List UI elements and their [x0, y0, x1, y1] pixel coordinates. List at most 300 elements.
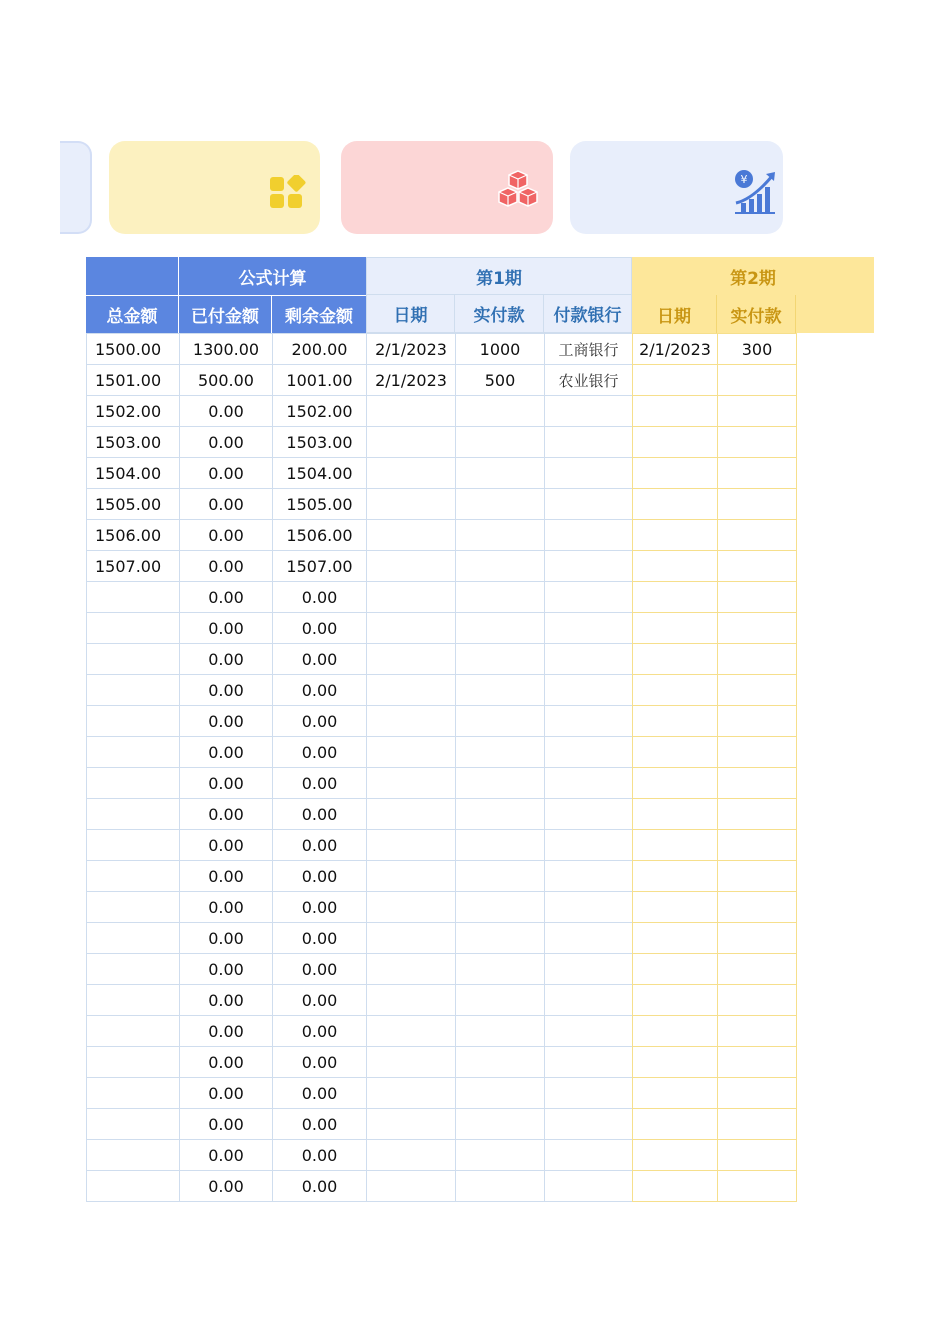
col-header-p2-date: 日期	[632, 295, 717, 333]
table-row	[633, 489, 797, 520]
total-amount-cell[interactable]	[87, 861, 180, 892]
table-row	[87, 520, 633, 551]
period1-amount-cell[interactable]	[456, 675, 545, 706]
paid-amount-cell[interactable]: 0.00	[180, 1047, 273, 1078]
period1-amount-cell[interactable]	[456, 489, 545, 520]
paid-amount-cell[interactable]: 0.00	[180, 489, 273, 520]
period2-date-cell[interactable]	[633, 1016, 718, 1047]
table-row	[87, 830, 633, 861]
period1-date-cell[interactable]	[367, 396, 456, 427]
total-amount-cell[interactable]	[87, 1140, 180, 1171]
period2-date-cell[interactable]	[633, 520, 718, 551]
summary-card-red	[341, 141, 553, 234]
data-table-period2	[632, 333, 797, 1202]
paid-amount-cell[interactable]: 0.00	[180, 675, 273, 706]
table-row	[87, 799, 633, 830]
total-amount-cell[interactable]	[87, 923, 180, 954]
table-row	[87, 1016, 633, 1047]
paid-amount-cell[interactable]: 0.00	[180, 520, 273, 551]
total-amount-cell[interactable]	[87, 1109, 180, 1140]
period1-bank-cell[interactable]	[545, 799, 633, 830]
period1-date-cell[interactable]	[367, 551, 456, 582]
table-row	[87, 1171, 633, 1202]
period1-amount-cell[interactable]	[456, 613, 545, 644]
total-amount-cell[interactable]	[87, 706, 180, 737]
period2-date-cell[interactable]	[633, 861, 718, 892]
paid-amount-cell[interactable]: 0.00	[180, 427, 273, 458]
period2-amount-cell[interactable]	[718, 923, 797, 954]
paid-amount-cell[interactable]: 0.00	[180, 861, 273, 892]
period2-amount-cell[interactable]	[718, 458, 797, 489]
period2-date-cell[interactable]	[633, 489, 718, 520]
remaining-amount-cell[interactable]: 1503.00	[273, 427, 367, 458]
header-group-period2: 第2期	[632, 257, 874, 295]
paid-amount-cell[interactable]: 0.00	[180, 1109, 273, 1140]
remaining-amount-cell[interactable]: 0.00	[273, 1078, 367, 1109]
table-row	[633, 1016, 797, 1047]
table-row	[87, 458, 633, 489]
period1-bank-cell[interactable]	[545, 396, 633, 427]
table-row	[633, 1140, 797, 1171]
col-header-remaining: 剩余金额	[272, 295, 366, 333]
apps-icon	[269, 175, 307, 211]
paid-amount-cell[interactable]: 0.00	[180, 1140, 273, 1171]
period2-date-cell[interactable]	[633, 365, 718, 396]
period1-date-cell[interactable]	[367, 737, 456, 768]
total-amount-cell[interactable]	[87, 799, 180, 830]
period1-date-cell[interactable]	[367, 861, 456, 892]
remaining-amount-cell[interactable]: 0.00	[273, 1109, 367, 1140]
period2-amount-cell[interactable]	[718, 768, 797, 799]
period1-amount-cell[interactable]	[456, 1078, 545, 1109]
table-row	[633, 396, 797, 427]
period2-date-cell[interactable]	[633, 1140, 718, 1171]
total-amount-cell[interactable]	[87, 954, 180, 985]
table-row	[87, 489, 633, 520]
period2-amount-cell[interactable]	[718, 799, 797, 830]
paid-amount-cell[interactable]: 0.00	[180, 737, 273, 768]
period1-bank-cell[interactable]	[545, 489, 633, 520]
paid-amount-cell[interactable]: 0.00	[180, 458, 273, 489]
period1-date-cell[interactable]	[367, 613, 456, 644]
period1-date-cell[interactable]	[367, 706, 456, 737]
total-amount-cell[interactable]: 1507.00	[87, 551, 180, 582]
col-header-p1-amount: 实付款	[455, 295, 544, 333]
period2-date-cell[interactable]	[633, 675, 718, 706]
summary-card-blue	[570, 141, 783, 234]
period1-bank-cell[interactable]	[545, 706, 633, 737]
period2-amount-cell[interactable]	[718, 706, 797, 737]
paid-amount-cell[interactable]: 0.00	[180, 551, 273, 582]
total-amount-cell[interactable]	[87, 613, 180, 644]
period2-amount-cell[interactable]	[718, 520, 797, 551]
period1-amount-cell[interactable]	[456, 768, 545, 799]
period1-bank-cell[interactable]	[545, 675, 633, 706]
remaining-amount-cell[interactable]: 0.00	[273, 923, 367, 954]
remaining-amount-cell[interactable]: 0.00	[273, 799, 367, 830]
total-amount-cell[interactable]	[87, 675, 180, 706]
col-header-total: 总金额	[86, 295, 179, 333]
table-row	[87, 954, 633, 985]
table-row	[633, 458, 797, 489]
remaining-amount-cell[interactable]: 0.00	[273, 768, 367, 799]
total-amount-cell[interactable]	[87, 768, 180, 799]
table-row	[87, 923, 633, 954]
remaining-amount-cell[interactable]: 0.00	[273, 1140, 367, 1171]
table-row	[87, 644, 633, 675]
table-row	[633, 985, 797, 1016]
period1-bank-cell[interactable]	[545, 737, 633, 768]
period1-amount-cell[interactable]	[456, 830, 545, 861]
period1-amount-cell[interactable]	[456, 985, 545, 1016]
table-row	[633, 427, 797, 458]
total-amount-cell[interactable]	[87, 985, 180, 1016]
table-row	[633, 768, 797, 799]
period1-amount-cell[interactable]	[456, 520, 545, 551]
period2-amount-cell[interactable]	[718, 985, 797, 1016]
period1-bank-cell[interactable]	[545, 1171, 633, 1202]
table-row	[633, 365, 797, 396]
period2-date-cell[interactable]	[633, 1109, 718, 1140]
table-row	[87, 1078, 633, 1109]
table-row	[633, 334, 797, 365]
period1-date-cell[interactable]	[367, 1047, 456, 1078]
data-table-main	[86, 333, 633, 1202]
period1-bank-cell[interactable]	[545, 830, 633, 861]
period1-date-cell[interactable]	[367, 644, 456, 675]
table-row	[87, 768, 633, 799]
period1-date-cell[interactable]	[367, 675, 456, 706]
period1-bank-cell[interactable]: 农业银行	[545, 365, 633, 396]
col-header-paid: 已付金额	[179, 295, 272, 333]
remaining-amount-cell[interactable]: 1001.00	[273, 365, 367, 396]
period2-amount-cell[interactable]	[718, 1171, 797, 1202]
period2-date-cell[interactable]	[633, 706, 718, 737]
paid-amount-cell[interactable]: 0.00	[180, 768, 273, 799]
paid-amount-cell[interactable]: 0.00	[180, 644, 273, 675]
paid-amount-cell[interactable]: 0.00	[180, 830, 273, 861]
period1-bank-cell[interactable]	[545, 427, 633, 458]
header-blank-cell	[86, 257, 179, 295]
total-amount-cell[interactable]: 1503.00	[87, 427, 180, 458]
paid-amount-cell[interactable]: 1300.00	[180, 334, 273, 365]
period1-bank-cell[interactable]	[545, 923, 633, 954]
period2-amount-cell[interactable]	[718, 489, 797, 520]
period1-bank-cell[interactable]	[545, 1016, 633, 1047]
total-amount-cell[interactable]	[87, 737, 180, 768]
period1-date-cell[interactable]	[367, 1016, 456, 1047]
period1-bank-cell[interactable]	[545, 861, 633, 892]
period2-amount-cell[interactable]	[718, 1047, 797, 1078]
col-header-p2-extra	[796, 295, 874, 333]
period1-amount-cell[interactable]: 500	[456, 365, 545, 396]
period2-amount-cell[interactable]	[718, 830, 797, 861]
period2-amount-cell[interactable]	[718, 675, 797, 706]
period2-date-cell[interactable]	[633, 1047, 718, 1078]
period1-amount-cell[interactable]	[456, 892, 545, 923]
period1-date-cell[interactable]	[367, 427, 456, 458]
period1-date-cell[interactable]	[367, 1109, 456, 1140]
period2-date-cell[interactable]	[633, 954, 718, 985]
period2-amount-cell[interactable]	[718, 427, 797, 458]
period2-date-cell[interactable]	[633, 458, 718, 489]
paid-amount-cell[interactable]: 0.00	[180, 923, 273, 954]
period2-amount-cell[interactable]	[718, 644, 797, 675]
table-row	[633, 830, 797, 861]
period1-bank-cell[interactable]	[545, 458, 633, 489]
period1-date-cell[interactable]	[367, 582, 456, 613]
period2-amount-cell[interactable]	[718, 892, 797, 923]
period2-amount-cell[interactable]: 300	[718, 334, 797, 365]
remaining-amount-cell[interactable]: 1502.00	[273, 396, 367, 427]
period1-bank-cell[interactable]	[545, 613, 633, 644]
period1-date-cell[interactable]: 2/1/2023	[367, 365, 456, 396]
period2-amount-cell[interactable]	[718, 613, 797, 644]
paid-amount-cell[interactable]: 0.00	[180, 613, 273, 644]
remaining-amount-cell[interactable]: 1505.00	[273, 489, 367, 520]
table-row	[633, 892, 797, 923]
remaining-amount-cell[interactable]: 0.00	[273, 613, 367, 644]
table-row	[87, 985, 633, 1016]
period1-amount-cell[interactable]	[456, 551, 545, 582]
period2-date-cell[interactable]	[633, 551, 718, 582]
table-row	[87, 551, 633, 582]
period1-amount-cell[interactable]	[456, 737, 545, 768]
table-row	[633, 923, 797, 954]
period1-amount-cell[interactable]	[456, 923, 545, 954]
period2-date-cell[interactable]	[633, 985, 718, 1016]
period2-amount-cell[interactable]	[718, 365, 797, 396]
period2-date-cell[interactable]: 2/1/2023	[633, 334, 718, 365]
paid-amount-cell[interactable]: 500.00	[180, 365, 273, 396]
period2-date-cell[interactable]	[633, 768, 718, 799]
table-row	[633, 644, 797, 675]
remaining-amount-cell[interactable]: 200.00	[273, 334, 367, 365]
paid-amount-cell[interactable]: 0.00	[180, 1016, 273, 1047]
total-amount-cell[interactable]	[87, 1016, 180, 1047]
period1-date-cell[interactable]	[367, 923, 456, 954]
remaining-amount-cell[interactable]: 0.00	[273, 675, 367, 706]
table-row	[633, 1171, 797, 1202]
table-row	[633, 551, 797, 582]
period1-bank-cell[interactable]	[545, 520, 633, 551]
table-row	[87, 1109, 633, 1140]
period1-bank-cell[interactable]	[545, 954, 633, 985]
remaining-amount-cell[interactable]: 0.00	[273, 737, 367, 768]
table-row	[633, 954, 797, 985]
table-row	[87, 334, 633, 365]
table-row	[633, 613, 797, 644]
period1-date-cell[interactable]	[367, 1140, 456, 1171]
remaining-amount-cell[interactable]: 0.00	[273, 861, 367, 892]
total-amount-cell[interactable]	[87, 1047, 180, 1078]
period1-amount-cell[interactable]	[456, 1109, 545, 1140]
paid-amount-cell[interactable]: 0.00	[180, 954, 273, 985]
total-amount-cell[interactable]	[87, 830, 180, 861]
period1-bank-cell[interactable]	[545, 1078, 633, 1109]
total-amount-cell[interactable]	[87, 644, 180, 675]
period2-date-cell[interactable]	[633, 923, 718, 954]
period2-amount-cell[interactable]	[718, 551, 797, 582]
remaining-amount-cell[interactable]: 0.00	[273, 706, 367, 737]
table-row	[87, 365, 633, 396]
period1-bank-cell[interactable]	[545, 1047, 633, 1078]
total-amount-cell[interactable]	[87, 1078, 180, 1109]
period1-date-cell[interactable]	[367, 520, 456, 551]
period1-bank-cell[interactable]: 工商银行	[545, 334, 633, 365]
table-row	[87, 706, 633, 737]
remaining-amount-cell[interactable]: 1504.00	[273, 458, 367, 489]
period1-amount-cell[interactable]	[456, 861, 545, 892]
total-amount-cell[interactable]: 1500.00	[87, 334, 180, 365]
period1-date-cell[interactable]	[367, 985, 456, 1016]
period1-amount-cell[interactable]	[456, 1171, 545, 1202]
remaining-amount-cell[interactable]: 1507.00	[273, 551, 367, 582]
period1-amount-cell[interactable]	[456, 458, 545, 489]
period2-amount-cell[interactable]	[718, 1140, 797, 1171]
period2-date-cell[interactable]	[633, 613, 718, 644]
period1-date-cell[interactable]	[367, 1171, 456, 1202]
table-row	[87, 582, 633, 613]
total-amount-cell[interactable]: 1505.00	[87, 489, 180, 520]
period1-date-cell[interactable]	[367, 1078, 456, 1109]
remaining-amount-cell[interactable]: 1506.00	[273, 520, 367, 551]
remaining-amount-cell[interactable]: 0.00	[273, 954, 367, 985]
period1-amount-cell[interactable]	[456, 954, 545, 985]
period2-date-cell[interactable]	[633, 1171, 718, 1202]
total-amount-cell[interactable]	[87, 1171, 180, 1202]
period1-date-cell[interactable]	[367, 768, 456, 799]
table-row	[87, 737, 633, 768]
total-amount-cell[interactable]: 1504.00	[87, 458, 180, 489]
period1-amount-cell[interactable]: 1000	[456, 334, 545, 365]
period2-amount-cell[interactable]	[718, 396, 797, 427]
remaining-amount-cell[interactable]: 0.00	[273, 830, 367, 861]
period1-date-cell[interactable]	[367, 799, 456, 830]
period2-date-cell[interactable]	[633, 830, 718, 861]
table-row	[87, 1140, 633, 1171]
paid-amount-cell[interactable]: 0.00	[180, 396, 273, 427]
period1-date-cell[interactable]	[367, 892, 456, 923]
table-row	[633, 706, 797, 737]
paid-amount-cell[interactable]: 0.00	[180, 799, 273, 830]
table-row	[87, 861, 633, 892]
table-row	[633, 861, 797, 892]
paid-amount-cell[interactable]: 0.00	[180, 985, 273, 1016]
total-amount-cell[interactable]: 1501.00	[87, 365, 180, 396]
remaining-amount-cell[interactable]: 0.00	[273, 1016, 367, 1047]
total-amount-cell[interactable]: 1502.00	[87, 396, 180, 427]
remaining-amount-cell[interactable]: 0.00	[273, 892, 367, 923]
table-row	[87, 613, 633, 644]
table-row	[633, 1109, 797, 1140]
period1-date-cell[interactable]: 2/1/2023	[367, 334, 456, 365]
table-row	[87, 675, 633, 706]
period1-amount-cell[interactable]	[456, 1016, 545, 1047]
period2-date-cell[interactable]	[633, 644, 718, 675]
period2-date-cell[interactable]	[633, 892, 718, 923]
remaining-amount-cell[interactable]: 0.00	[273, 582, 367, 613]
period1-amount-cell[interactable]	[456, 799, 545, 830]
period2-amount-cell[interactable]	[718, 582, 797, 613]
period1-amount-cell[interactable]	[456, 706, 545, 737]
period1-bank-cell[interactable]	[545, 1140, 633, 1171]
table-row	[87, 892, 633, 923]
remaining-amount-cell[interactable]: 0.00	[273, 1171, 367, 1202]
period1-amount-cell[interactable]	[456, 396, 545, 427]
period1-bank-cell[interactable]	[545, 1109, 633, 1140]
period2-date-cell[interactable]	[633, 737, 718, 768]
header-group-formula: 公式计算	[179, 257, 366, 295]
period2-date-cell[interactable]	[633, 427, 718, 458]
total-amount-cell[interactable]	[87, 892, 180, 923]
period1-amount-cell[interactable]	[456, 644, 545, 675]
total-amount-cell[interactable]: 1506.00	[87, 520, 180, 551]
period1-date-cell[interactable]	[367, 954, 456, 985]
period2-amount-cell[interactable]	[718, 1016, 797, 1047]
paid-amount-cell[interactable]: 0.00	[180, 1078, 273, 1109]
remaining-amount-cell[interactable]: 0.00	[273, 985, 367, 1016]
col-header-p2-amount: 实付款	[717, 295, 796, 333]
table-row	[633, 1078, 797, 1109]
period2-amount-cell[interactable]	[718, 1109, 797, 1140]
period1-date-cell[interactable]	[367, 458, 456, 489]
yuan-growth-chart-icon	[733, 169, 779, 215]
period1-amount-cell[interactable]	[456, 1140, 545, 1171]
period2-date-cell[interactable]	[633, 582, 718, 613]
period1-bank-cell[interactable]	[545, 768, 633, 799]
table-row	[633, 582, 797, 613]
period2-amount-cell[interactable]	[718, 954, 797, 985]
period1-bank-cell[interactable]	[545, 551, 633, 582]
paid-amount-cell[interactable]: 0.00	[180, 892, 273, 923]
paid-amount-cell[interactable]: 0.00	[180, 1171, 273, 1202]
summary-card-partial	[60, 141, 92, 234]
period2-date-cell[interactable]	[633, 1078, 718, 1109]
period2-amount-cell[interactable]	[718, 737, 797, 768]
period2-amount-cell[interactable]	[718, 861, 797, 892]
svg-text:¥: ¥	[740, 173, 748, 186]
remaining-amount-cell[interactable]: 0.00	[273, 644, 367, 675]
period1-bank-cell[interactable]	[545, 892, 633, 923]
table-row	[633, 1047, 797, 1078]
table-row	[633, 520, 797, 551]
period1-date-cell[interactable]	[367, 830, 456, 861]
period1-bank-cell[interactable]	[545, 582, 633, 613]
period1-bank-cell[interactable]	[545, 644, 633, 675]
period1-amount-cell[interactable]	[456, 1047, 545, 1078]
table-row	[633, 799, 797, 830]
paid-amount-cell[interactable]: 0.00	[180, 582, 273, 613]
period1-amount-cell[interactable]	[456, 582, 545, 613]
period2-date-cell[interactable]	[633, 396, 718, 427]
boxes-icon	[496, 169, 540, 211]
paid-amount-cell[interactable]: 0.00	[180, 706, 273, 737]
period1-bank-cell[interactable]	[545, 985, 633, 1016]
period1-date-cell[interactable]	[367, 489, 456, 520]
total-amount-cell[interactable]	[87, 582, 180, 613]
header-group-period1: 第1期	[366, 257, 632, 295]
table-row	[633, 737, 797, 768]
period2-amount-cell[interactable]	[718, 1078, 797, 1109]
table-row	[87, 1047, 633, 1078]
period2-date-cell[interactable]	[633, 799, 718, 830]
col-header-p1-bank: 付款银行	[544, 295, 632, 333]
table-row	[87, 396, 633, 427]
period1-amount-cell[interactable]	[456, 427, 545, 458]
remaining-amount-cell[interactable]: 0.00	[273, 1047, 367, 1078]
table-row	[87, 427, 633, 458]
